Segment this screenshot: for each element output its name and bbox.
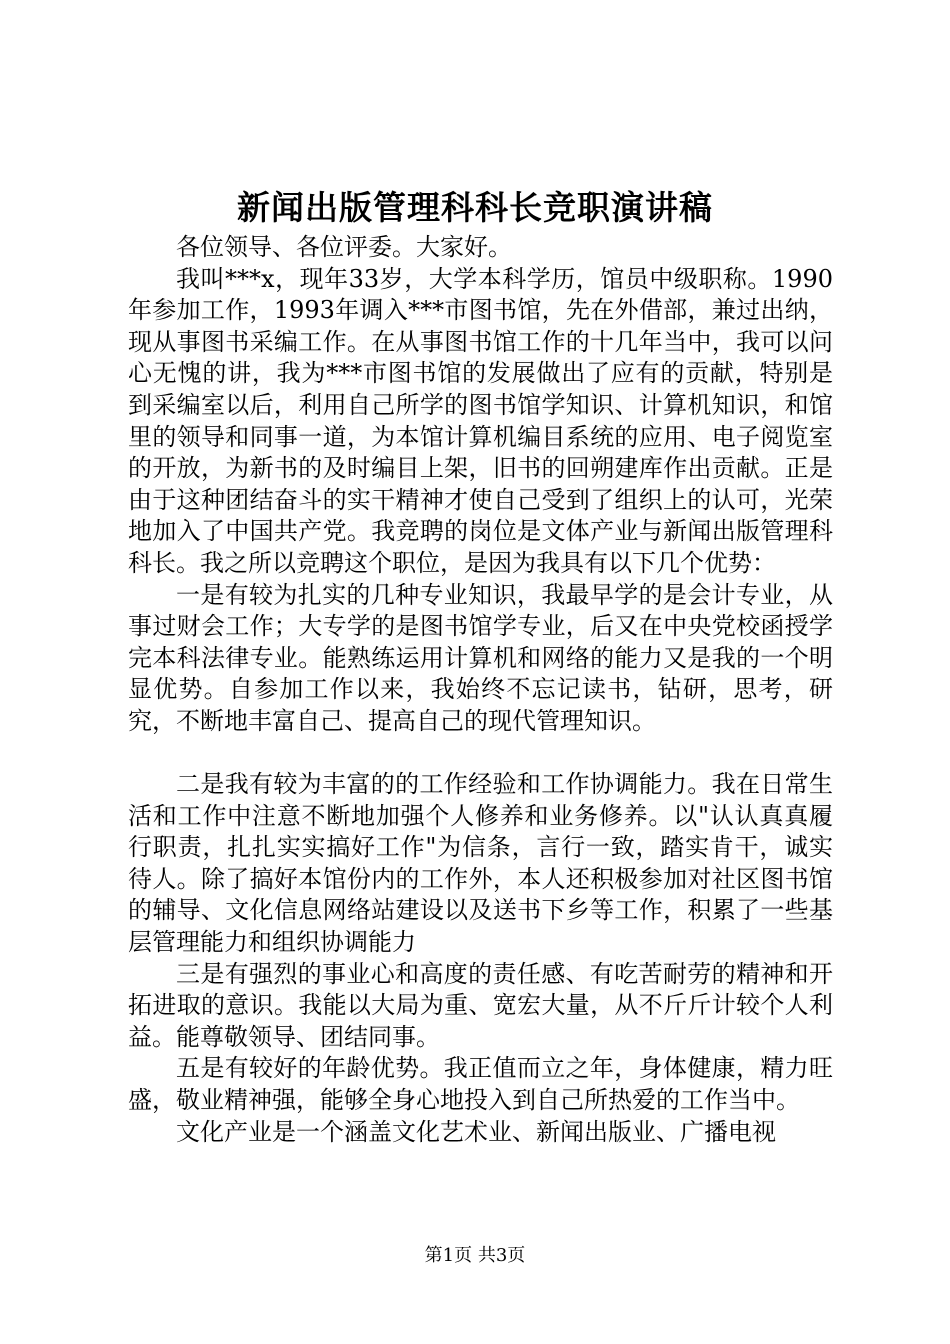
paragraph-greeting: 各位领导、各位评委。大家好。 [176,233,512,261]
paragraph-cultural-industry: 文化产业是一个涵盖文化艺术业、新闻出版业、广播电视 [176,1117,776,1146]
document-title: 新闻出版管理科科长竞职演讲稿 [237,188,713,227]
paragraph-advantage-one: 一是有较为扎实的几种专业知识，我最早学的是会计专业，从事过财会工作；大专学的是图书馆学专业，后又在中央党校函授学完本科法律专业。能熟练运用计算机和网络的能力又是我的一个明显优势。自参加工作以来，我始终不忘记读书，钻研，思考，研究，不断地丰富自己、提高自己的现代管理知识。 [128,580,833,735]
page-number-footer: 第1页 共3页 [424,1245,526,1266]
paragraph-advantage-two: 二是我有较为丰富的的工作经验和工作协调能力。我在日常生活和工作中注意不断地加强个人修养和业务修养。以"认认真真履行职责，扎扎实实搞好工作"为信条，言行一致，踏实肯干，诚实待人。除了搞好本馆份内的工作外，本人还积极参加对社区图书馆的辅导、文化信息网络站建设以及送书下乡等工作，积累了一些基层管理能力和组织协调能力 [128,770,833,957]
paragraph-introduction: 我叫***x，现年33岁，大学本科学历，馆员中级职称。1990年参加工作，1993年调入***市图书馆，先在外借部，兼过出纳，现从事图书采编工作。在从事图书馆工作的十几年当中，我可以问心无愧的讲，我为***市图书馆的发展做出了应有的贡献，特别是到采编室以后，利用自己所学的图书馆学知识、计算机知识，和馆里的领导和同事一道，为本馆计算机编目系统的应用、电子阅览室的开放，为新书的及时编目上架，旧书的回朔建库作出贡献。正是由于这种团结奋斗的实干精神才使自己受到了组织上的认可，光荣地加入了中国共产党。我竞聘的岗位是文体产业与新闻出版管理科科长。我之所以竞聘这个职位，是因为我具有以下几个优势： [128,264,833,577]
document-body [128,232,833,1148]
paragraph-advantage-five: 五是有较好的年龄优势。我正值而立之年，身体健康，精力旺盛，敬业精神强，能够全身心地投入到自己所热爱的工作当中。 [128,1054,833,1115]
paragraph-advantage-three: 三是有强烈的事业心和高度的责任感、有吃苦耐劳的精神和开拓进取的意识。我能以大局为重、宽宏大量，从不斤斤计较个人利益。能尊敬领导、团结同事。 [128,959,833,1051]
